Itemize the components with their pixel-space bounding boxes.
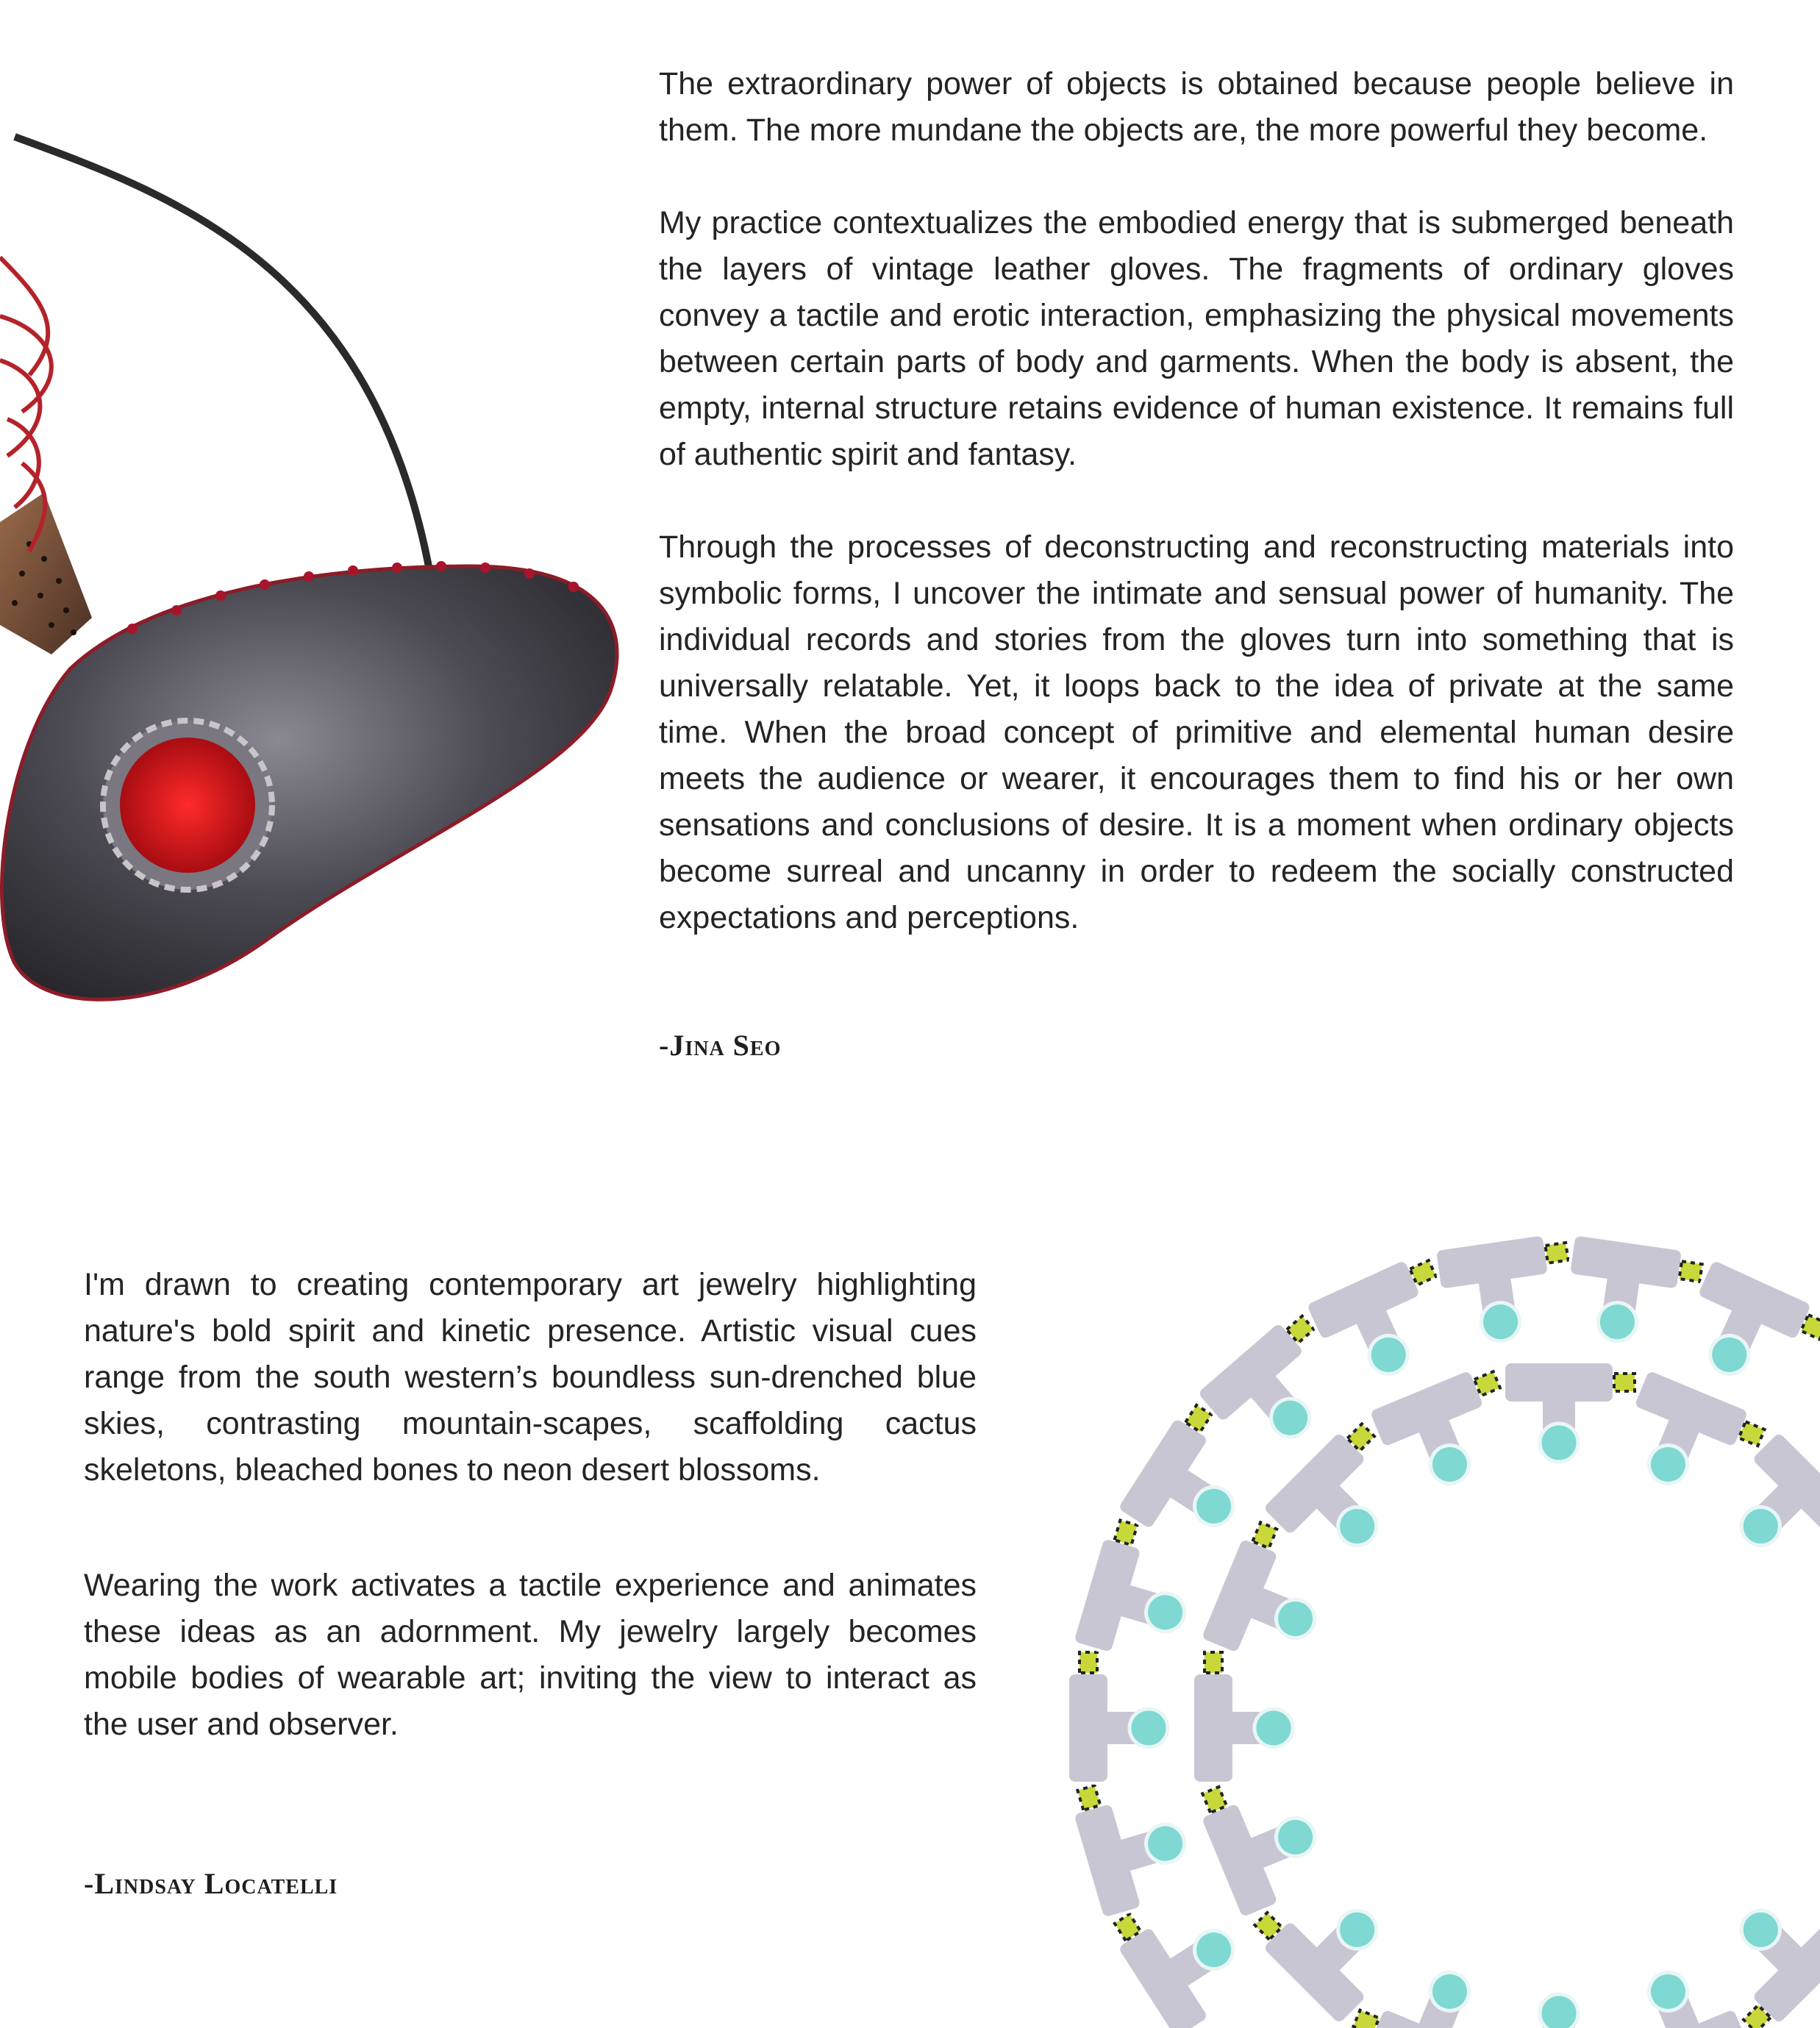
tube-segment <box>1694 1877 1820 2028</box>
pendant-cord <box>15 137 434 596</box>
pendant-body <box>1 566 617 999</box>
tube-segment <box>1483 1994 1614 2028</box>
tube-segment <box>1072 1517 1205 1671</box>
pendant-tube <box>0 493 92 654</box>
tube-segment <box>1560 1234 1704 1352</box>
signature-lindsay-locatelli: -Lindsay Locatelli <box>84 1867 338 1900</box>
necklace-artwork-image <box>1029 1125 1820 2028</box>
statement-paragraph: Wearing the work activates a tactile experience and animates these ideas as an adornment. My jewelry largely becomes mobile bodies of wearable art; inviting the view to interact as the user and observer. <box>84 1568 977 1742</box>
tube-segment <box>1591 1953 1749 2028</box>
artist-statement-jina-seo <box>659 61 1734 988</box>
tube-segment <box>1504 1362 1635 1462</box>
pendant-artwork-image <box>0 110 647 1052</box>
tube-segment <box>1193 1652 1293 1783</box>
red-felt-center <box>120 738 255 873</box>
tube-segment <box>1708 1430 1820 1593</box>
statement-paragraph: Through the processes of deconstructing and reconstructing materials into symbolic forms, I uncover the intimate and sensual power of humanity. The individual records and stories from the gloves turn into something that is universally relatable. Yet, it loops back to the idea of private at the same time. When the broad concept of primitive and elemental human desire meets the audience or wearer, it encourages them to find his or her own sensations and conclusions of desire. It is a moment when ordinary objects become surreal and uncanny in order to redeem the socially constructed expectations and perceptions. <box>659 529 1734 935</box>
artist-statement-lindsay-locatelli <box>84 1262 977 1794</box>
tube-segment <box>1068 1652 1168 1783</box>
signature-jina-seo: -Jina Seo <box>659 1029 782 1062</box>
statement-paragraph: My practice contextualizes the embodied energy that is submerged beneath the layers of vintage leather gloves. The fragments of ordinary gloves convey a tactile and erotic interaction, emphasizing the physical movements between certain parts of body and garments. When the body is absent, the empty, internal structure retains evidence of human existence. It remains full of authentic spirit and fantasy. <box>659 205 1734 472</box>
statement-paragraph: I'm drawn to creating contemporary art jewelry highlighting nature's bold spirit and kinetic presence. Artistic visual cues range from the south western’s boundless sun-drenched blue skies, contrasting mountain-scapes, scaffolding cactus skeletons, bleached bones to neon desert blossoms. <box>84 1267 977 1488</box>
tube-segment <box>1349 1945 1507 2028</box>
necklace-tube-segments <box>1066 1231 1820 2028</box>
tube-segment <box>1435 1231 1579 1349</box>
statement-paragraph: The extraordinary power of objects is obtained because people believe in them. The more mundane the objects are, the more powerful they become. <box>659 66 1734 148</box>
tube-segment <box>1066 1765 1199 1919</box>
